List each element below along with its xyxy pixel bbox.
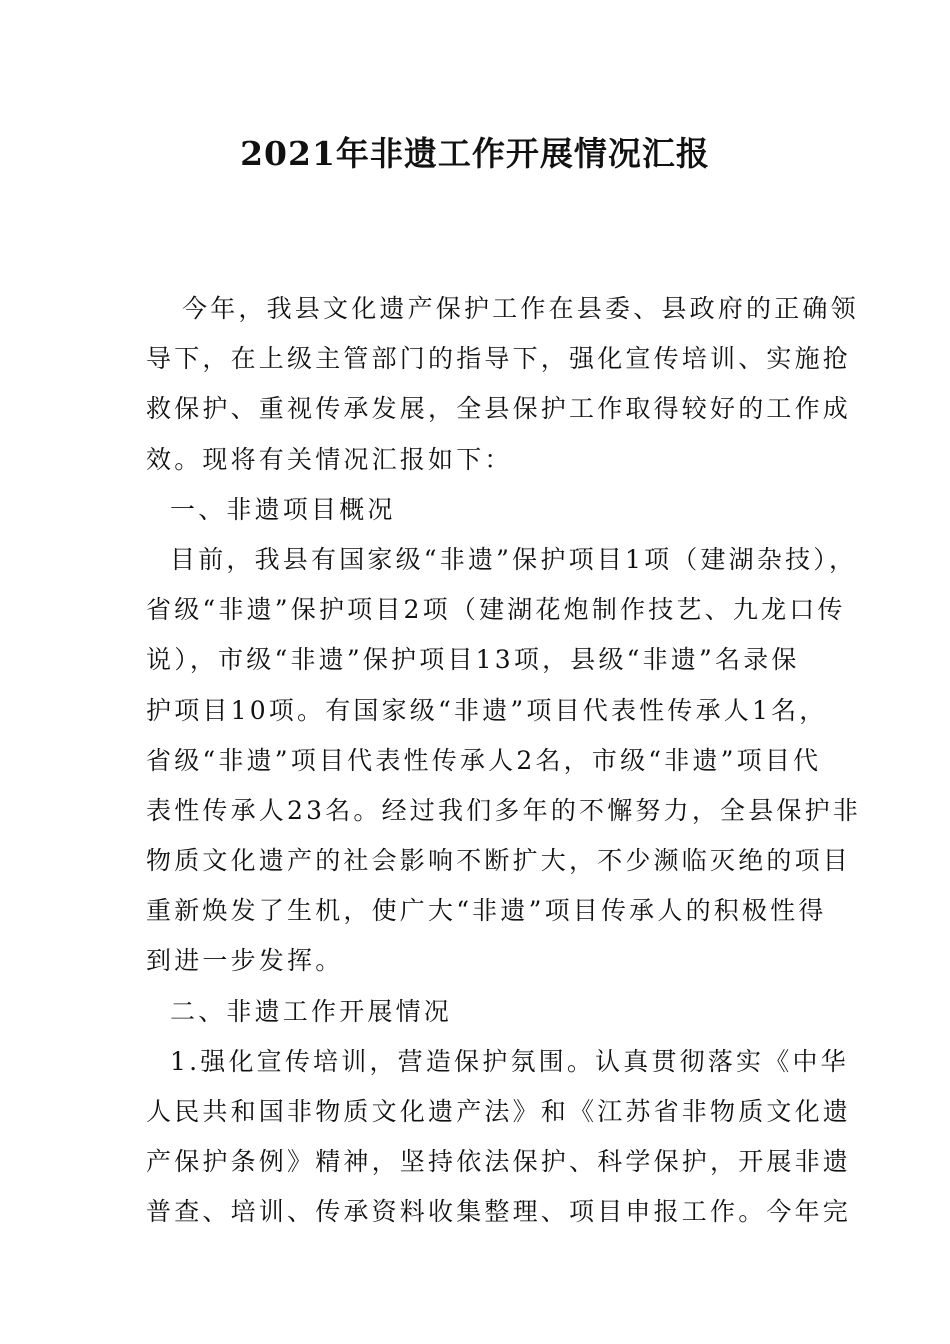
paragraph-line: 护项目10项。有国家级“非遗”项目代表性传承人1名， (146, 695, 828, 725)
paragraph-line: 人民共和国非物质文化遗产法》和《江苏省非物质文化遗 (146, 1097, 852, 1126)
paragraph-line: 1.强化宣传培训，营造保护氛围。认真贯彻落实《中华 (170, 1046, 849, 1076)
section-heading: 一、非遗项目概况 (170, 494, 396, 524)
paragraph-line: 重新焕发了生机，使广大“非遗”项目传承人的积极性得 (146, 896, 827, 926)
paragraph-line: 到进一步发挥。 (146, 946, 344, 976)
document-title: 2021年非遗工作开展情况汇报 (240, 134, 710, 173)
section-heading: 二、非遗工作开展情况 (170, 996, 453, 1026)
paragraph-line: 效。现将有关情况汇报如下： (146, 444, 513, 474)
paragraph-line: 目前，我县有国家级“非遗”保护项目1项（建湖杂技）， (170, 544, 858, 574)
paragraph-line: 普查、培训、传承资料收集整理、项目申报工作。今年完 (146, 1197, 852, 1227)
paragraph-line: 表性传承人23名。经过我们多年的不懈努力，全县保护非 (146, 795, 862, 825)
paragraph-line: 产保护条例》精神，坚持依法保护、科学保护，开展非遗 (146, 1147, 852, 1177)
paragraph-line: 救保护、重视传承发展，全县保护工作取得较好的工作成 (146, 394, 852, 424)
paragraph-line: 导下，在上级主管部门的指导下，强化宣传培训、实施抢 (146, 344, 852, 374)
paragraph-line: 物质文化遗产的社会影响不断扩大，不少濒临灭绝的项目 (146, 846, 852, 876)
paragraph-line: 说），市级“非遗”保护项目13项，县级“非遗”名录保 (146, 645, 800, 675)
paragraph-line: 省级“非遗”保护项目2项（建湖花炮制作技艺、九龙口传 (146, 595, 846, 625)
paragraph-line: 省级“非遗”项目代表性传承人2名，市级“非遗”项目代 (146, 745, 822, 775)
paragraph-line: 今年，我县文化遗产保护工作在县委、县政府的正确领 (182, 294, 859, 323)
document-body (146, 284, 862, 1238)
